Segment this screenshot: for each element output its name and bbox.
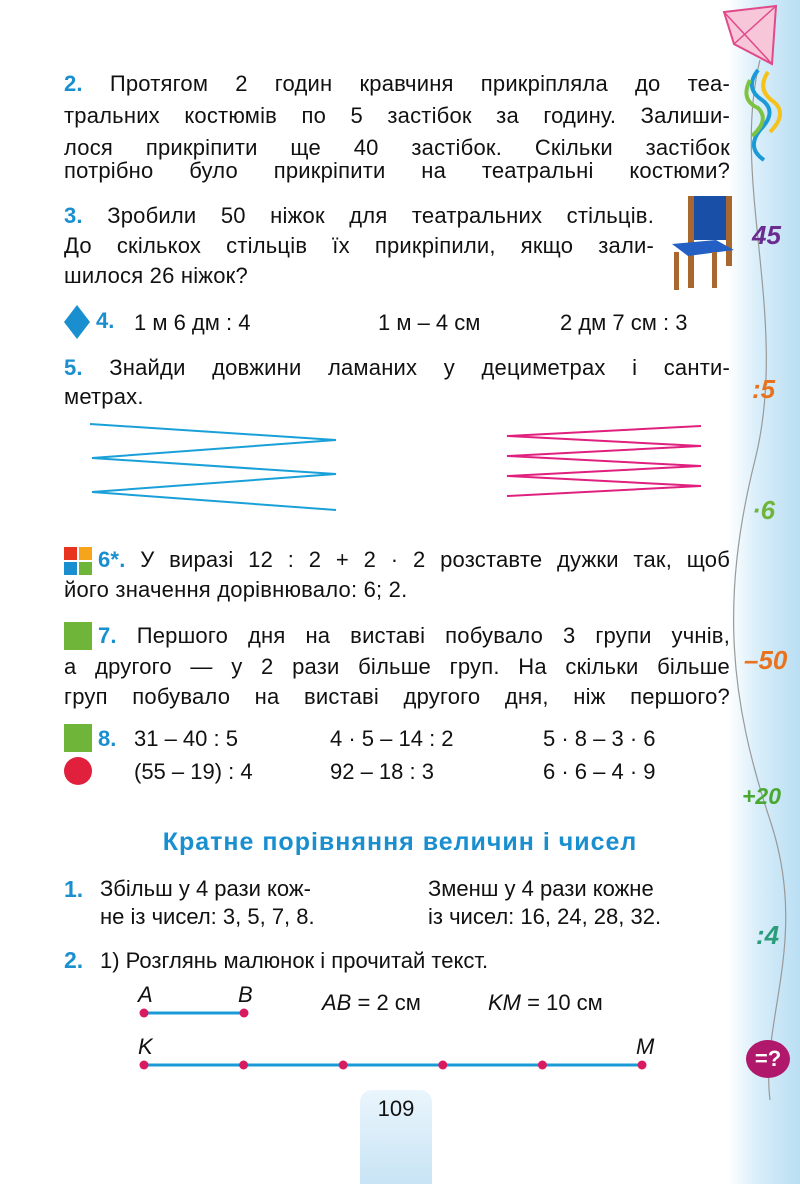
expr-1-2: 4 · 5 – 14 : 2 [330, 726, 454, 751]
section-q1-left-1: Збільш у 4 рази кож- [100, 876, 311, 901]
green-square-8 [64, 724, 92, 752]
problem-7-number: 7. [98, 623, 117, 648]
problem-5-text-1: Знайди довжини ламаних у дециметрах і санти- [109, 355, 731, 380]
problem-6-number: 6*. [98, 547, 126, 572]
label-b: B [238, 982, 253, 1007]
section-q2-text: 1) Розглянь малюнок і прочитай текст. [100, 948, 489, 973]
problem-8-label: 8. [98, 726, 117, 751]
green-square-7 [64, 622, 92, 650]
expr-2-1: (55 – 19) : 4 [134, 759, 253, 784]
side-number-minus50: –50 [744, 645, 788, 675]
section-title: Кратне порівняння величин і чисел [162, 828, 638, 856]
km-name: KM [488, 990, 521, 1015]
page-number: 109 [377, 1096, 415, 1121]
section-q2-label: 2. [64, 947, 84, 973]
problem-5-number: 5. [64, 355, 83, 380]
problem-5-line-1 [64, 352, 730, 384]
side-number-div4: :4 [756, 920, 780, 950]
problem-7-line-2: а другого — у 2 рази більше груп. На скільки більше [64, 654, 730, 679]
squares-icon [64, 547, 92, 575]
problem-2 [64, 68, 730, 100]
problem-2-line-1: Протягом 2 годин кравчиня прикріпляла до теа- [109, 71, 730, 96]
problem-3-line-3: шилося 26 ніжок? [64, 263, 248, 288]
side-number-mul6: ·6 [752, 495, 776, 525]
ab-equation [322, 990, 421, 1016]
km-value: = 10 см [527, 990, 603, 1015]
section-q1-right-2: із чисел: 16, 24, 28, 32. [428, 904, 662, 929]
side-number-plus20: +20 [742, 783, 782, 809]
section-q1-number [64, 876, 83, 903]
problem-8-number [98, 726, 116, 752]
expr-2-3: 6 · 6 – 4 · 9 [543, 759, 656, 784]
label-m: M [636, 1034, 655, 1059]
label-a: A [138, 982, 153, 1007]
problem-5-line-2: метрах. [64, 384, 144, 409]
section-q1-right-1: Зменш у 4 рази кожне [428, 876, 654, 901]
problem-4-item-3: 2 дм 7 см : 3 [560, 310, 688, 335]
segment-ab [138, 1006, 254, 1020]
ab-value: = 2 см [357, 990, 421, 1015]
ab-name: AB [322, 990, 352, 1015]
section-q1-left-2: не із чисел: 3, 5, 7, 8. [100, 904, 315, 929]
problem-4-item-1: 1 м 6 дм : 4 [134, 310, 251, 335]
problem-6-text-1: У виразі 12 : 2 + 2 · 2 розставте дужки так, щоб [140, 547, 730, 572]
problem-7-line-1 [98, 620, 730, 652]
problem-7-line-3: груп побувало на виставі другого дня, ніж першого? [64, 684, 730, 709]
problem-7-text-1: Першого дня на виставі побувало 3 групи учнів, [136, 623, 731, 648]
problem-4-number [96, 308, 114, 334]
red-circle [64, 757, 92, 785]
section-q2-number [64, 947, 83, 974]
problem-2-line-3: лося прикріпити ще 40 застібок. Скільки застібок [64, 135, 730, 160]
problem-2-line-4: потрібно було прикріпити на театральні костюми? [64, 158, 730, 183]
expr-2-2: 92 – 18 : 3 [330, 759, 434, 784]
equals-question-badge: =? [746, 1040, 790, 1078]
problem-3-number: 3. [64, 203, 83, 228]
diamond-icon [64, 305, 90, 339]
problem-6-line-1 [98, 544, 730, 576]
side-number-div5: :5 [752, 374, 776, 404]
segment-km [138, 1058, 654, 1072]
expr-1-3: 5 · 8 – 3 · 6 [543, 726, 656, 751]
km-equation [488, 990, 603, 1016]
expr-1-1: 31 – 40 : 5 [134, 726, 238, 751]
problem-2-line-2: тральних костюмів по 5 застібок за годину. Залиши- [64, 103, 730, 128]
problem-3-text-1: Зробили 50 ніжок для театральних стільців. [107, 203, 655, 228]
label-k: K [138, 1034, 153, 1059]
problem-3-line-1 [64, 200, 654, 232]
problem-3-line-2: До скількох стільців їх прикріпили, якщо зали- [64, 233, 654, 258]
zigzag-pink [505, 422, 707, 502]
problem-6-line-2: його значення дорівнювало: 6; 2. [64, 577, 408, 602]
problem-4-label: 4. [96, 308, 115, 333]
problem-4-item-2: 1 м – 4 см [378, 310, 481, 335]
zigzag-blue [88, 420, 340, 520]
side-number-45: 45 [752, 220, 781, 250]
section-q1-label: 1. [64, 876, 84, 902]
problem-2-number: 2. [64, 71, 83, 96]
chair-illustration [668, 192, 740, 292]
kite-icon [714, 4, 784, 74]
